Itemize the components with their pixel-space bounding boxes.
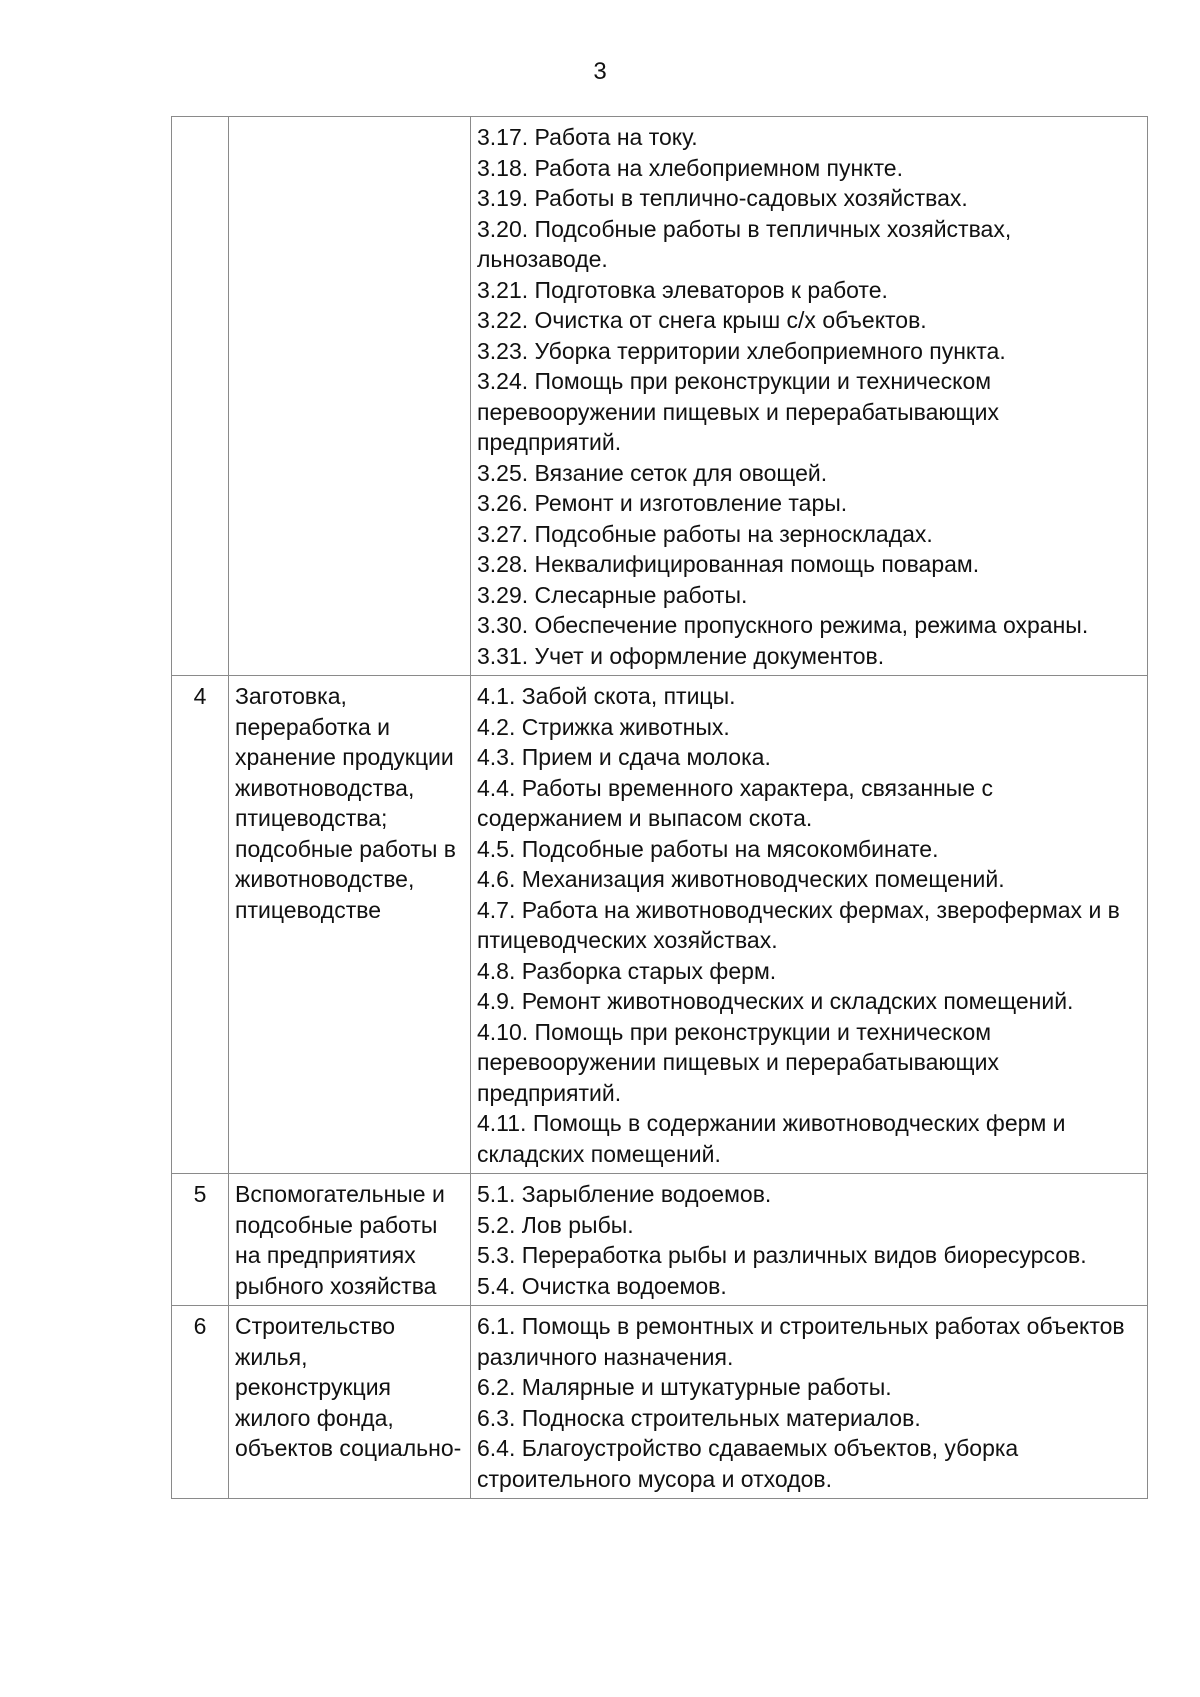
list-item: 3.20. Подсобные работы в тепличных хозяйствах, льнозаводе. bbox=[477, 215, 1012, 272]
list-item: 3.18. Работа на хлебоприемном пункте. bbox=[477, 154, 903, 181]
row-number: 6 bbox=[172, 1306, 229, 1499]
list-item: 3.30. Обеспечение пропускного режима, режима охраны. bbox=[477, 612, 1089, 638]
list-item: 5.3. Переработка рыбы и различных видов биоресурсов. bbox=[477, 1242, 1087, 1268]
list-item: 4.7. Работа на животноводческих фермах, зверофермах и в птицеводческих хозяйствах. bbox=[477, 896, 1120, 953]
list-item: 6.1. Помощь в ремонтных и строительных работах объектов различного назначения. bbox=[477, 1313, 1125, 1370]
row-items bbox=[471, 1174, 1148, 1306]
list-item: 3.31. Учет и оформление документов. bbox=[477, 642, 885, 669]
list-item: 3.29. Слесарные работы. bbox=[477, 581, 748, 608]
row-number bbox=[172, 117, 229, 676]
row-category bbox=[229, 117, 471, 676]
list-item: 4.3. Прием и сдача молока. bbox=[477, 744, 771, 770]
table-row bbox=[172, 676, 1148, 1174]
list-item: 4.4. Работы временного характера, связанные с содержанием и выпасом скота. bbox=[477, 774, 993, 831]
list-item: 4.11. Помощь в содержании животноводческих ферм и складских помещений. bbox=[477, 1110, 1066, 1167]
list-item: 4.8. Разборка старых ферм. bbox=[477, 957, 777, 984]
list-item: 3.17. Работа на току. bbox=[477, 124, 698, 150]
list-item: 6.4. Благоустройство сдаваемых объектов, уборка строительного мусора и отходов. bbox=[477, 1435, 1019, 1492]
list-item: 3.23. Уборка территории хлебоприемного пункта. bbox=[477, 337, 1006, 364]
list-item: 4.6. Механизация животноводческих помещений. bbox=[477, 866, 1005, 892]
works-table bbox=[171, 116, 1148, 1499]
row-items bbox=[471, 117, 1148, 676]
list-item: 4.5. Подсобные работы на мясокомбинате. bbox=[477, 835, 939, 862]
list-item: 4.2. Стрижка животных. bbox=[477, 713, 730, 740]
list-item: 5.2. Лов рыбы. bbox=[477, 1211, 634, 1238]
list-item: 3.19. Работы в теплично-садовых хозяйствах. bbox=[477, 185, 968, 211]
row-items bbox=[471, 1306, 1148, 1499]
works-table-body bbox=[172, 117, 1148, 1499]
row-category: Вспомогательные и подсобные работы на предприятиях рыбного хозяйства bbox=[229, 1174, 471, 1306]
list-item: 3.22. Очистка от снега крыш с/х объектов. bbox=[477, 307, 927, 333]
list-item: 3.25. Вязание сеток для овощей. bbox=[477, 459, 828, 486]
table-row bbox=[172, 117, 1148, 676]
list-item: 4.9. Ремонт животноводческих и складских помещений. bbox=[477, 988, 1074, 1014]
list-item: 6.3. Подноска строительных материалов. bbox=[477, 1404, 921, 1431]
row-items bbox=[471, 676, 1148, 1174]
row-number: 5 bbox=[172, 1174, 229, 1306]
list-item: 6.2. Малярные и штукатурные работы. bbox=[477, 1374, 892, 1400]
table-row bbox=[172, 1174, 1148, 1306]
list-item: 5.1. Зарыбление водоемов. bbox=[477, 1181, 772, 1207]
list-item: 5.4. Очистка водоемов. bbox=[477, 1272, 727, 1299]
list-item: 4.1. Забой скота, птицы. bbox=[477, 683, 736, 709]
list-item: 4.10. Помощь при реконструкции и техническом перевооружении пищевых и перерабатывающих предприятий. bbox=[477, 1018, 999, 1106]
row-category: Строительство жилья, реконструкция жилого фонда, объектов социально- bbox=[229, 1306, 471, 1499]
list-item: 3.26. Ремонт и изготовление тары. bbox=[477, 490, 848, 516]
table-row bbox=[172, 1306, 1148, 1499]
list-item: 3.27. Подсобные работы на зерноскладах. bbox=[477, 520, 933, 547]
list-item: 3.28. Неквалифицированная помощь поварам. bbox=[477, 551, 980, 577]
list-item: 3.21. Подготовка элеваторов к работе. bbox=[477, 276, 888, 303]
page-number: 3 bbox=[593, 58, 607, 85]
row-number: 4 bbox=[172, 676, 229, 1174]
list-item: 3.24. Помощь при реконструкции и техническом перевооружении пищевых и перерабатывающих предприятий. bbox=[477, 368, 999, 455]
row-category: Заготовка, переработка и хранение продукции животноводства, птицеводства; подсобные работы в животноводстве, птицеводстве bbox=[229, 676, 471, 1174]
